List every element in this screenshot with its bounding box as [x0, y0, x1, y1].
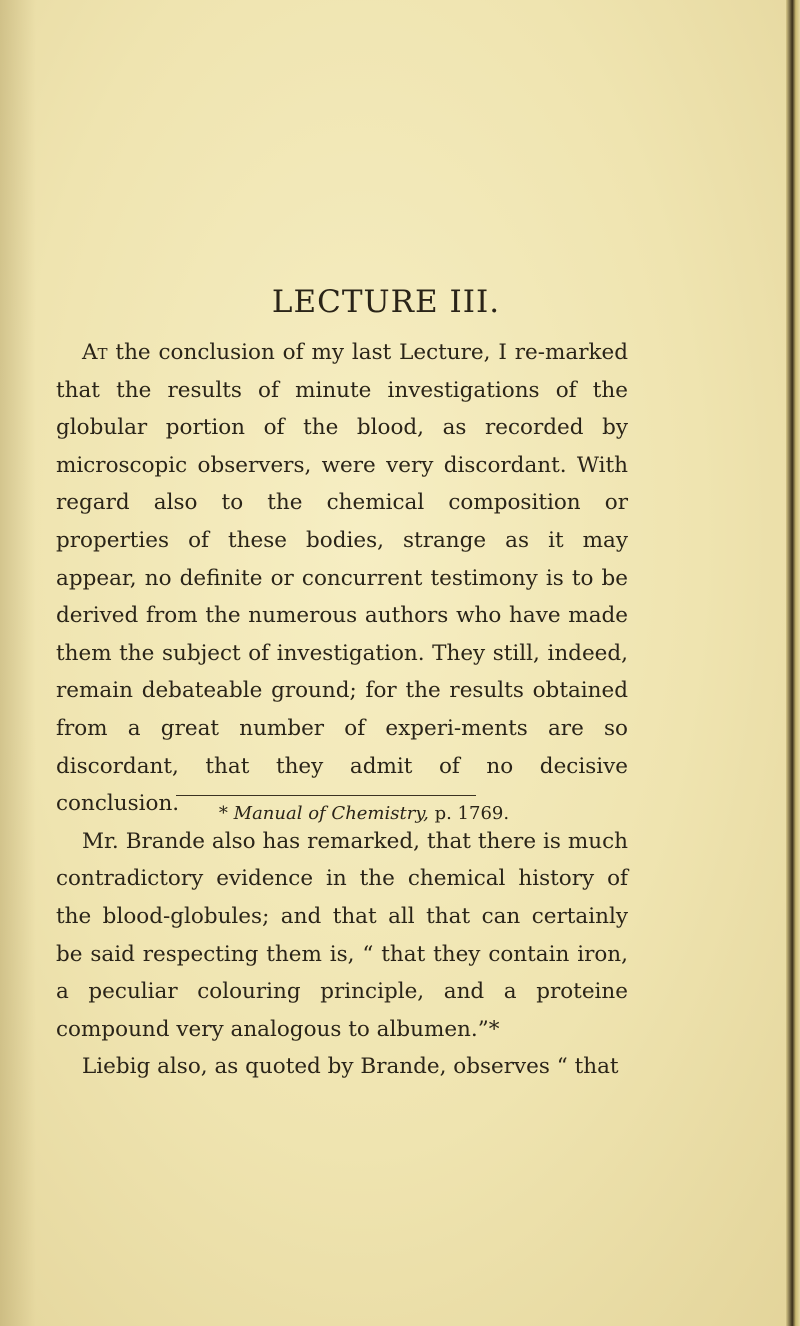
- paragraph-1-text: the conclusion of my last Lecture, I re-marked that the results of minute investigations of the globular portion of the blood, as recorded by microscopic observers, were very discordant. With regard also to the chemical composition or properties of these bodies, strange as it may appear, no definite or concurrent testimony is to be derived from the numerous authors who have made them the subject of investigation. They still, indeed, remain debateable ground; for the results obtained from a great number of experi-ments are so discordant, that they admit of no decisive conclusion.: [56, 340, 628, 817]
- paragraph-1: [56, 334, 628, 823]
- footnote-title: Manual of Chemistry,: [233, 803, 429, 824]
- lecture-heading: LECTURE III.: [271, 284, 501, 320]
- paragraph-3: Liebig also, as quoted by Brande, observes “ that: [82, 1054, 619, 1080]
- paragraph-1-lead: At: [82, 340, 108, 365]
- page-gutter-shadow: [0, 0, 36, 1326]
- body-text: [56, 334, 628, 1086]
- footnote-page: p. 1769.: [434, 803, 510, 824]
- page-edge: [786, 0, 800, 1326]
- footnote-divider: [176, 795, 476, 796]
- footnote: [0, 803, 764, 824]
- paragraph-2: Mr. Brande also has remarked, that there is much contradictory evidence in the chemical history of the blood-globules; and that all that can certainly be said respecting them is, “ that they contain iron, a peculiar colouring principle, and a proteine compound very analogous to albumen.”*: [56, 828, 628, 1042]
- footnote-marker: *: [218, 803, 228, 824]
